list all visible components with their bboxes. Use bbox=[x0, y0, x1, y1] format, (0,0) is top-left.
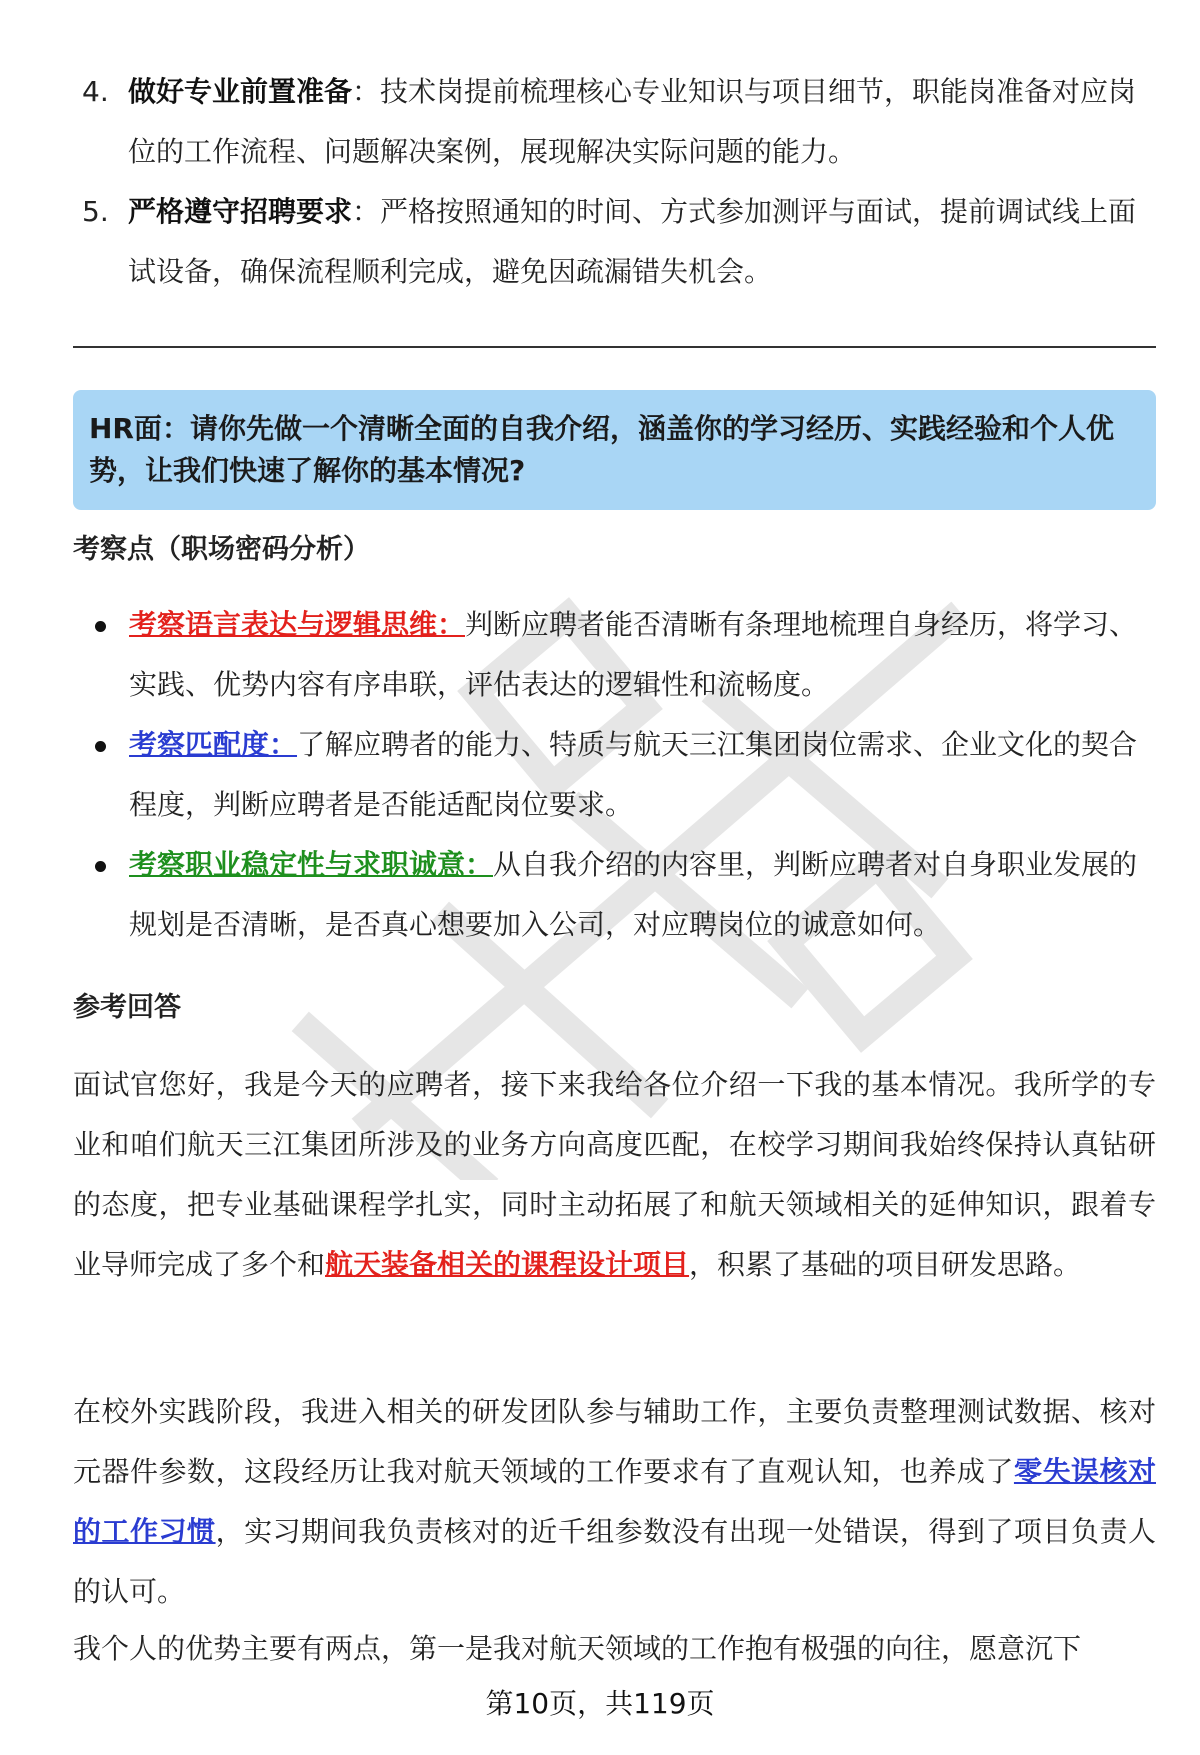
paragraph-text: ，实习期间我负责核对的近千组参数没有出现一处错误，得到了项目负责人的认可。 bbox=[73, 1515, 1156, 1608]
list-item bbox=[73, 715, 1156, 835]
answer-paragraph bbox=[73, 1382, 1156, 1622]
list-item bbox=[73, 835, 1156, 955]
point-keyword: 考察职业稳定性与求职诚意： bbox=[129, 848, 494, 881]
answer-paragraph bbox=[73, 1055, 1156, 1295]
list-item-separator: ： bbox=[352, 75, 381, 108]
highlight-text: 零失误核对的工作习惯 bbox=[73, 1455, 1156, 1548]
point-text: 了解应聘者的能力、特质与航天三江集团岗位需求、企业文化的契合程度，判断应聘者是否能适配岗位要求。 bbox=[129, 728, 1138, 821]
points-list bbox=[73, 595, 1156, 955]
highlight-text: 航天装备相关的课程设计项目 bbox=[325, 1248, 690, 1281]
bullet-dot-icon bbox=[95, 741, 106, 752]
list-item-title: 严格遵守招聘要求 bbox=[128, 195, 353, 228]
list-item-title: 做好专业前置准备 bbox=[128, 75, 353, 108]
list-item-text: 技术岗提前梳理核心专业知识与项目细节，职能岗准备对应岗位的工作流程、问题解决案例，展现解决实际问题的能力。 bbox=[128, 75, 1137, 168]
page-footer: 第10页，共119页 bbox=[485, 1687, 715, 1720]
list-item bbox=[70, 182, 1145, 302]
list-item-text: 严格按照通知的时间、方式参加测评与面试，提前调试线上面试设备，确保流程顺利完成，避免因疏漏错失机会。 bbox=[128, 195, 1137, 288]
list-item bbox=[70, 62, 1145, 182]
list-item bbox=[73, 595, 1156, 715]
answer-paragraph: 我个人的优势主要有两点，第一是我对航天领域的工作抱有极强的向往，愿意沉下 bbox=[73, 1632, 1082, 1665]
points-heading: 考察点（职场密码分析） bbox=[73, 534, 370, 565]
point-keyword: 考察语言表达与逻辑思维： bbox=[129, 608, 466, 641]
list-item-separator: ： bbox=[352, 195, 381, 228]
list-number: 4. bbox=[82, 75, 109, 108]
answer-heading: 参考回答 bbox=[73, 992, 181, 1023]
point-text: 从自我介绍的内容里，判断应聘者对自身职业发展的规划是否清晰，是否真心想要加入公司，对应聘岗位的诚意如何。 bbox=[129, 848, 1138, 941]
point-keyword: 考察匹配度： bbox=[129, 728, 298, 761]
paragraph-text: 面试官您好，我是今天的应聘者，接下来我给各位介绍一下我的基本情况。我所学的专业和咱们航天三江集团所涉及的业务方向高度匹配，在校学习期间我始终保持认真钻研的态度，把专业基础课程学扎实，同时主动拓展了和航天领域相关的延伸知识，跟着专业导师完成了多个和 bbox=[73, 1068, 1156, 1281]
bullet-dot-icon bbox=[95, 621, 106, 632]
paragraph-text: 在校外实践阶段，我进入相关的研发团队参与辅助工作，主要负责整理测试数据、核对元器件参数，这段经历让我对航天领域的工作要求有了直观认知，也养成了 bbox=[73, 1395, 1156, 1488]
bullet-dot-icon bbox=[95, 861, 106, 872]
numbered-list bbox=[70, 62, 1145, 302]
horizontal-divider bbox=[73, 346, 1156, 348]
paragraph-text: ，积累了基础的项目研发思路。 bbox=[689, 1248, 1082, 1281]
list-number: 5. bbox=[82, 195, 109, 228]
point-text: 判断应聘者能否清晰有条理地梳理自身经历，将学习、实践、优势内容有序串联，评估表达的逻辑性和流畅度。 bbox=[129, 608, 1138, 701]
question-box: HR面：请你先做一个清晰全面的自我介绍，涵盖你的学习经历、实践经验和个人优势，让我们快速了解你的基本情况? bbox=[73, 390, 1156, 510]
